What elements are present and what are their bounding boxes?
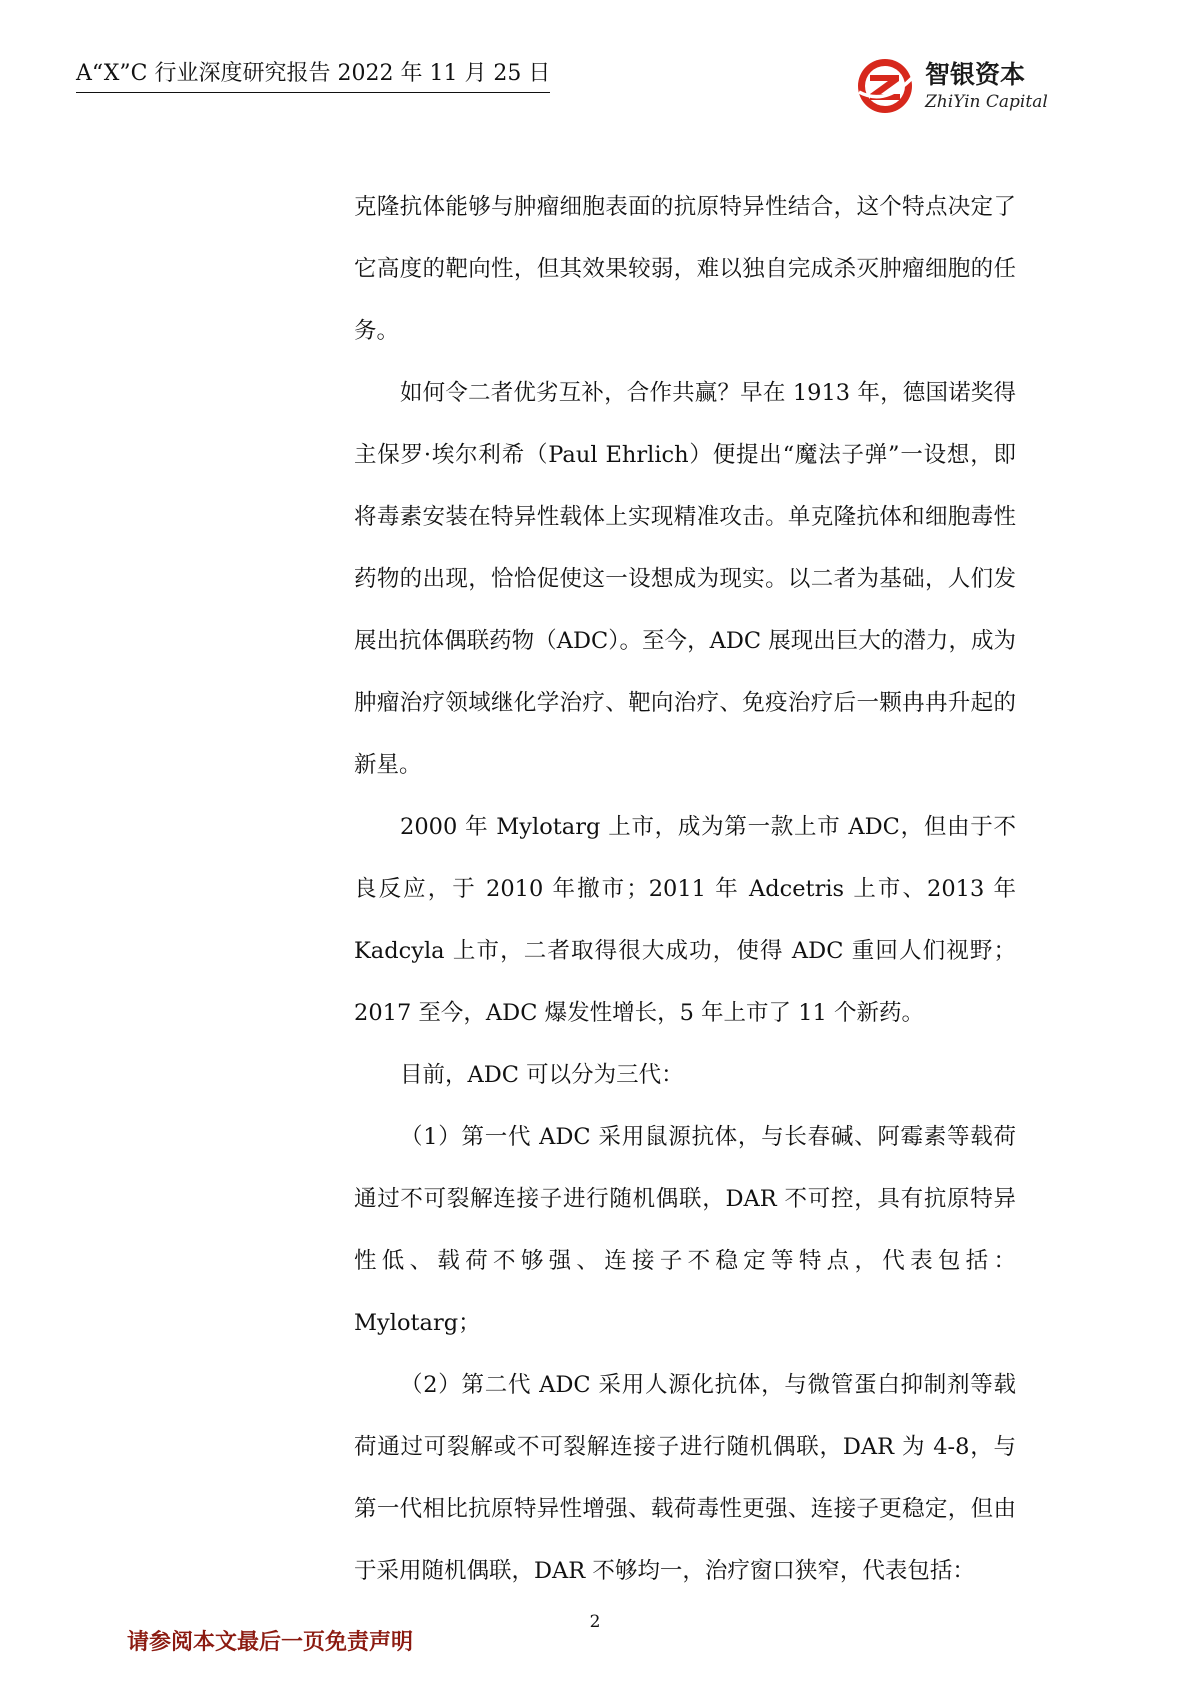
paragraph-4: 目前，ADC 可以分为三代：: [400, 1062, 684, 1088]
paragraph-5: （1）第一代 ADC 采用鼠源抗体，与长春碱、阿霉素等载荷通过不可裂解连接子进行随机偶联，DAR 不可控，具有抗原特异性低、载荷不够强、连接子不稳定等特点，代表包括：Mylotarg；: [354, 1124, 1016, 1336]
paragraph-3: 2000 年 Mylotarg 上市，成为第一款上市 ADC，但由于不良反应，于 2010 年撤市；2011 年 Adcetris 上市、2013 年 Kadcyla 上市，二者取得很大成功，使得 ADC 重回人们视野；2017 至今，ADC 爆发性增长，5 年上市了 11 个新药。: [354, 814, 1016, 1026]
disclaimer-notice: 请参阅本文最后一页免责声明: [127, 1629, 414, 1655]
company-logo: [855, 56, 1155, 118]
page-number: 2: [589, 1612, 601, 1632]
paragraph-1: 克隆抗体能够与肿瘤细胞表面的抗原特异性结合，这个特点决定了它高度的靶向性，但其效果较弱，难以独自完成杀灭肿瘤细胞的任务。: [354, 194, 1016, 344]
report-header-title: A“X”C 行业深度研究报告 2022 年 11 月 25 日: [76, 60, 550, 93]
paragraph-2: 如何令二者优劣互补，合作共赢？早在 1913 年，德国诺奖得主保罗·埃尔利希（Paul Ehrlich）便提出“魔法子弹”一设想，即将毒素安装在特异性载体上实现精准攻击。单克隆抗体和细胞毒性药物的出现，恰恰促使这一设想成为现实。以二者为基础，人们发展出抗体偶联药物（ADC）。至今，ADC 展现出巨大的潜力，成为肿瘤治疗领域继化学治疗、靶向治疗、免疫治疗后一颗冉冉升起的新星。: [354, 380, 1016, 778]
logo-chinese-name: 智银资本: [925, 60, 1026, 89]
main-body-text: [354, 176, 1016, 1602]
zhiyin-logo-icon: [855, 56, 915, 116]
paragraph-6: （2）第二代 ADC 采用人源化抗体，与微管蛋白抑制剂等载荷通过可裂解或不可裂解连接子进行随机偶联，DAR 为 4-8，与第一代相比抗原特异性增强、载荷毒性更强、连接子更稳定，但由于采用随机偶联，DAR 不够均一，治疗窗口狭窄，代表包括：: [354, 1372, 1016, 1584]
logo-english-name: ZhiYin Capital: [925, 92, 1048, 112]
